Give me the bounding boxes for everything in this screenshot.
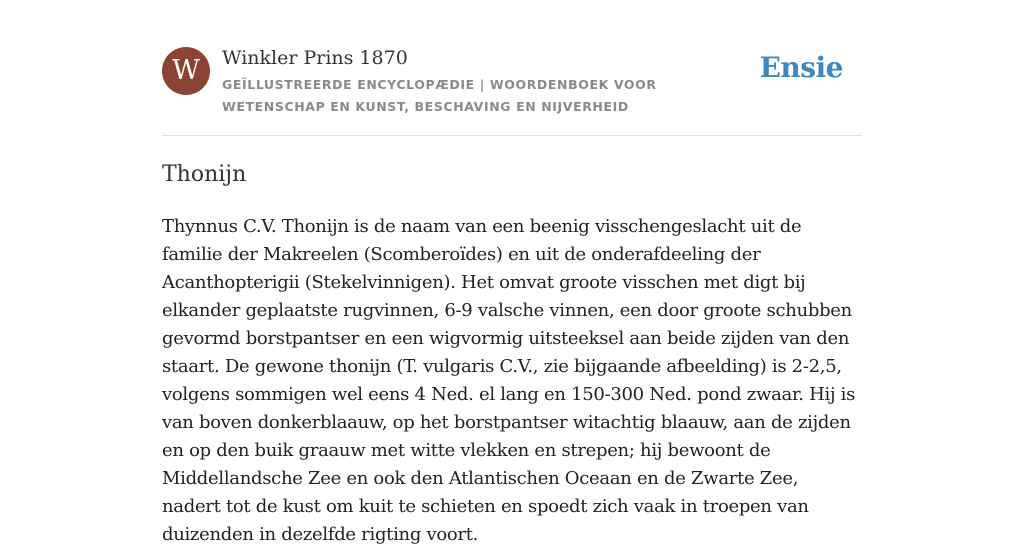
page-content [162, 46, 862, 549]
source-subtitle: GEÏLLUSTREERDE ENCYCLOPÆDIE | WOORDENBOEK VOOR WETENSCHAP EN KUNST, BESCHAVING EN NIJVERHEID [222, 77, 657, 114]
source-header [162, 46, 862, 136]
brand-logo-link[interactable]: Ensie [759, 51, 843, 84]
page-title: Thonijn [162, 162, 247, 187]
avatar[interactable]: W [162, 47, 210, 95]
entry-body: Thynnus C.V. Thonijn is de naam van een beenig visschengeslacht uit de familie der Makreelen (Scomberoïdes) en uit de onderafdeeling der Acanthopterigii (Stekelvinnigen). Het omvat groote visschen met digt bij elkander geplaatste rugvinnen, 6-9 valsche vinnen, een door groote schubben gevormd borstpantser en een wigvormig uitsteeksel aan beide zijden van den staart. De gewone thonijn (T. vulgaris C.V., zie bijgaande afbeelding) is 2-2,5, volgens sommigen wel eens 4 Ned. el lang en 150-300 Ned. pond zwaar. Hij is van boven donkerblaauw, op het borstpantser witachtig blaauw, aan de zijden en op den buik graauw met witte vlekken en strepen; hij bewoont de Middellandsche Zee en ook den Atlantischen Oceaan en de Zwarte Zee, nadert tot de kust om kuit te schieten en spoedt zich vaak in troepen van duizenden in dezelfde rigting voort. [162, 216, 856, 545]
source-title[interactable]: Winkler Prins 1870 [222, 47, 408, 69]
source-info [222, 46, 762, 118]
